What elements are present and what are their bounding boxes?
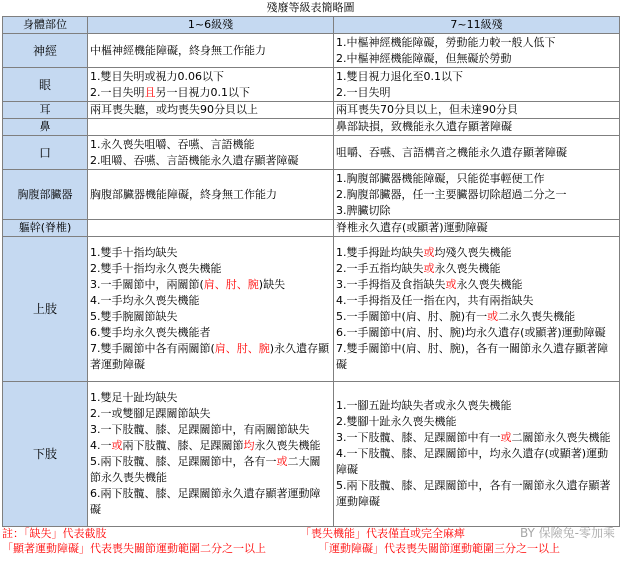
highlight-text: 肩、肘、腕 [203, 278, 259, 291]
cell-grade-1-6 [88, 382, 334, 527]
cell-line [90, 341, 331, 373]
cell-line: 1.雙目視力退化至0.1以下 [336, 69, 463, 83]
cell-grade-7-11 [334, 102, 620, 119]
highlight-text: 或 [423, 246, 435, 259]
header-grade-7-11: 7~11級殘 [334, 17, 620, 34]
table-row-nose [3, 119, 620, 136]
cell-line: 4.一手拇指及任一指在內，共有兩指缺失 [336, 294, 534, 307]
footnote [2, 526, 619, 586]
cell-grade-1-6 [88, 170, 334, 220]
cell-line: 2.雙手十指均永久喪失機能 [90, 262, 222, 275]
cell-line [336, 261, 617, 277]
row-label: 軀幹(脊椎) [3, 220, 88, 237]
text-segment: 永久喪失機能 [456, 278, 523, 291]
cell-line: 1.永久喪失咀嚼、吞嚥、言語機能 [90, 137, 255, 151]
cell-line: 5.兩下肢髖、膝、足踝關節中，各有一關節永久遺存顯著運動障礙 [336, 479, 611, 508]
text-segment: 二關節永久喪失機能 [511, 431, 611, 444]
text-segment: 2.一目失明 [90, 85, 145, 99]
cell-grade-1-6 [88, 136, 334, 170]
text-segment: 二大關節永久喪失機能 [90, 455, 321, 484]
cell-line: 6.兩下肢髖、膝、足踝關節永久遺存顯著運動障礙 [90, 487, 321, 516]
text-segment: 1.雙手拇趾均缺失 [336, 246, 424, 259]
row-label: 耳 [3, 102, 88, 119]
cell-line: 2.雙腳十趾永久喪失機能 [336, 415, 457, 428]
text-segment: 均殘久喪失機能 [434, 246, 512, 259]
cell-grade-1-6 [88, 102, 334, 119]
cell-grade-1-6 [88, 34, 334, 68]
disability-grade-table [2, 16, 620, 527]
cell-line: 5.雙手腕關節缺失 [90, 310, 178, 323]
table-row-ear [3, 102, 620, 119]
highlight-text: 或 [111, 439, 123, 452]
cell-grade-7-11 [334, 170, 620, 220]
table-row-organ [3, 170, 620, 220]
cell-line: 1.雙目失明或視力0.06以下 [90, 69, 224, 83]
row-label: 胸腹部臟器 [3, 170, 88, 220]
table-row-eye [3, 68, 620, 102]
table-row-mouth [3, 136, 620, 170]
footnote-line [2, 526, 619, 541]
cell-line: 兩耳喪失70分貝以上，但未達90分貝 [336, 103, 518, 116]
table-row-lower-limb [3, 382, 620, 527]
text-segment: 3.一手關節中，兩關節( [90, 278, 204, 291]
cell-line [336, 245, 617, 261]
text-segment: 二永久喪失機能 [498, 310, 576, 323]
cell-line: 2.咀嚼、吞嚥、言語機能永久遺存顯著障礙 [90, 153, 299, 167]
highlight-text: 肩、肘、腕 [214, 342, 270, 355]
text-segment: 3.一手拇指及食指缺失 [336, 278, 446, 291]
highlight-text: 或 [276, 455, 288, 468]
highlight-text: 或 [487, 310, 499, 323]
cell-line: 兩耳喪失聽，或均喪失90分貝以上 [90, 103, 258, 116]
cell-grade-7-11 [334, 136, 620, 170]
cell-line [90, 85, 331, 101]
cell-line: 1.雙足十趾均缺失 [90, 391, 178, 404]
row-label: 鼻 [3, 119, 88, 136]
cell-line [336, 430, 617, 446]
cell-line: 4.一下肢髖、膝、足踝關節中，均永久遺存(或顯著)運動障礙 [336, 447, 609, 476]
text-segment: 7.雙手關節中各有兩關節( [90, 342, 215, 355]
text-segment: 3.一下肢髖、膝、足踝關節中有一 [336, 431, 501, 444]
cell-grade-1-6 [88, 237, 334, 382]
cell-grade-7-11 [334, 382, 620, 527]
cell-line: 中樞神經機能障礙，終身無工作能力 [90, 43, 266, 57]
brand-watermark: BY 保險兔-零加乘 [519, 526, 615, 540]
text-segment: 4.一 [90, 439, 112, 452]
text-segment: 永久喪失機能 [254, 439, 321, 452]
cell-line [90, 438, 331, 454]
text-segment: 5.兩下肢髖、膝、足踝關節中，各有一 [90, 455, 277, 468]
text-segment: 兩下肢髖、膝、足踝關節 [122, 439, 244, 452]
footnote-text: 「喪失機能」代表僅直或完全麻痺 [300, 527, 465, 540]
row-label: 口 [3, 136, 88, 170]
table-row-upper-limb [3, 237, 620, 382]
cell-line: 1.胸腹部臟器機能障礙，只能從事輕便工作 [336, 171, 545, 185]
footnote-text: 註：「缺失」代表截肢 [2, 527, 107, 540]
text-segment: )永久遺存顯著運動障礙 [90, 342, 330, 371]
cell-grade-1-6 [88, 119, 334, 136]
highlight-text: 或 [500, 431, 512, 444]
cell-line [90, 277, 331, 293]
footnote-line [2, 541, 619, 556]
cell-line: 3.一下肢髖、膝、足踝關節中，有兩關節缺失 [90, 423, 310, 436]
header-grade-1-6: 1~6級殘 [88, 17, 334, 34]
cell-line: 2.一目失明 [336, 85, 391, 99]
cell-line: 1.一腳五趾均缺失者或永久喪失機能 [336, 399, 512, 412]
disability-table-container [2, 0, 619, 527]
highlight-text: 或 [423, 262, 435, 275]
footnote-text: 「顯著運動障礙」代表喪失關節運動範圍二分之一以上 [2, 542, 266, 555]
row-label: 下肢 [3, 382, 88, 527]
cell-line: 胸腹部臟器機能障礙，終身無工作能力 [90, 187, 277, 201]
cell-line: 2.中樞神經機能障礙，但無礙於勞動 [336, 51, 512, 65]
cell-grade-7-11 [334, 119, 620, 136]
cell-grade-1-6 [88, 68, 334, 102]
row-label: 神經 [3, 34, 88, 68]
text-segment: 另一目視力0.1以下 [155, 85, 250, 99]
text-segment: )缺失 [258, 278, 286, 291]
cell-line: 1.中樞神經機能障礙，勞動能力較一般人低下 [336, 35, 556, 49]
cell-grade-7-11 [334, 34, 620, 68]
row-label: 眼 [3, 68, 88, 102]
cell-grade-1-6 [88, 220, 334, 237]
cell-line: 7.雙手關節中(肩、肘、腕)，各有一關節永久遺存顯著障礙 [336, 342, 609, 371]
cell-line: 2.胸腹部臟器，任一主要臟器切除超過二分之一 [336, 187, 567, 201]
cell-line [336, 277, 617, 293]
header-body-part: 身體部位 [3, 17, 88, 34]
text-segment: 永久喪失機能 [434, 262, 501, 275]
table-row-nerve [3, 34, 620, 68]
highlight-text: 且 [144, 85, 156, 99]
text-segment: 5.一手關節中(肩、肘、腕)有一 [336, 310, 488, 323]
cell-line: 2.一或雙腳足踝關節缺失 [90, 407, 211, 420]
cell-line: 4.一手均永久喪失機能 [90, 294, 200, 307]
table-row-spine [3, 220, 620, 237]
cell-line: 1.雙手十指均缺失 [90, 246, 178, 259]
text-segment: 2.一手五指均缺失 [336, 262, 424, 275]
cell-line: 3.脾臟切除 [336, 203, 391, 217]
cell-line: 鼻部缺損，致機能永久遺存顯著障礙 [336, 120, 512, 133]
cell-line: 脊椎永久遺存(或顯著)運動障礙 [336, 221, 488, 234]
table-header-row [3, 17, 620, 34]
highlight-text: 或 [445, 278, 457, 291]
cell-grade-7-11 [334, 237, 620, 382]
cell-grade-7-11 [334, 68, 620, 102]
cell-line: 6.一手關節中(肩、肘、腕)均永久遺存(或顯著)運動障礙 [336, 326, 606, 339]
page-title: 殘廢等級表簡略圖 [2, 0, 619, 16]
cell-grade-7-11 [334, 220, 620, 237]
cell-line: 咀嚼、吞嚥、言語構音之機能永久遺存顯著障礙 [336, 145, 567, 159]
cell-line [90, 454, 331, 486]
row-label: 上肢 [3, 237, 88, 382]
highlight-text: 均 [243, 439, 255, 452]
cell-line: 6.雙手均永久喪失機能者 [90, 326, 211, 339]
cell-line [336, 309, 617, 325]
footnote-text: 「運動障礙」代表喪失關節運動範圍三分之一以上 [318, 542, 560, 555]
